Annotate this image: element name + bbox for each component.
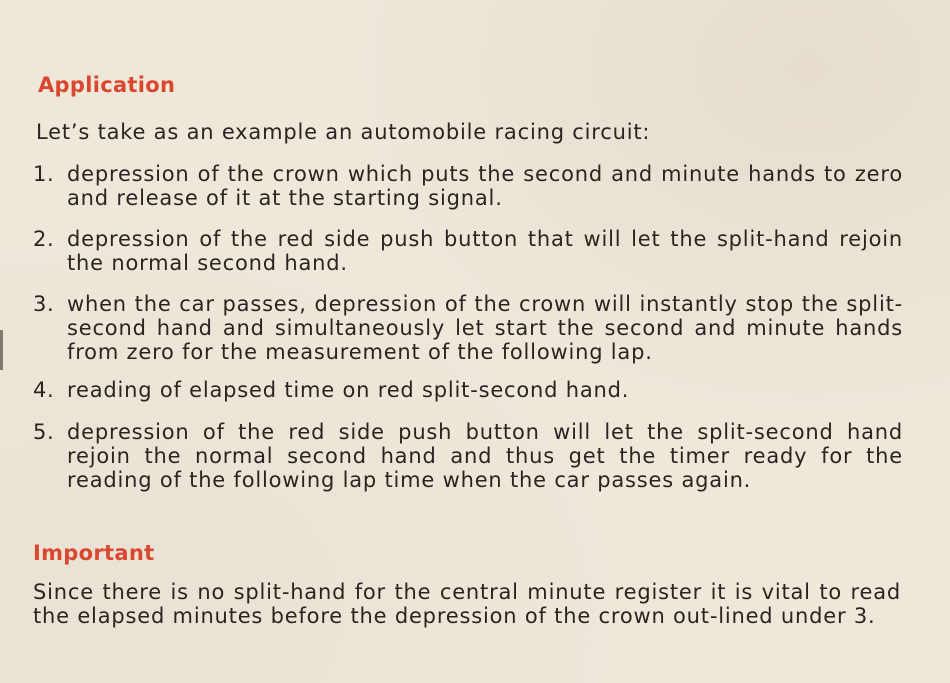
application-heading: Application <box>38 73 176 97</box>
list-item-number: 4. <box>33 378 55 402</box>
list-item-number: 1. <box>33 162 55 186</box>
list-item-text: depression of the red side push button will let the split-second hand rejoin the normal second hand and thus get the timer ready for the reading of the following lap time when the car passes again. <box>67 420 903 492</box>
bleed-through-mark <box>742 32 902 92</box>
list-item-text: when the car passes, depression of the crown will instantly stop the split-second hand and simultaneously let start the second and minute hands from zero for the measurement of the following lap. <box>67 292 903 364</box>
list-item-text: reading of elapsed time on red split-second hand. <box>67 378 630 402</box>
list-item-text: depression of the crown which puts the second and minute hands to zero and release of it at the starting signal. <box>67 162 903 210</box>
page-edge-mark <box>0 330 3 370</box>
list-item-number: 2. <box>33 227 55 251</box>
important-heading: Important <box>33 541 155 565</box>
list-item-text: depression of the red side push button that will let the split-hand rejoin the normal second hand. <box>67 227 903 275</box>
application-intro: Let’s take as an example an automobile racing circuit: <box>36 120 651 144</box>
list-item-number: 3. <box>33 292 55 316</box>
list-item-number: 5. <box>33 420 55 444</box>
important-text: Since there is no split-hand for the central minute register it is vital to read the elapsed minutes before the depression of the crown out-lined under 3. <box>33 580 901 628</box>
